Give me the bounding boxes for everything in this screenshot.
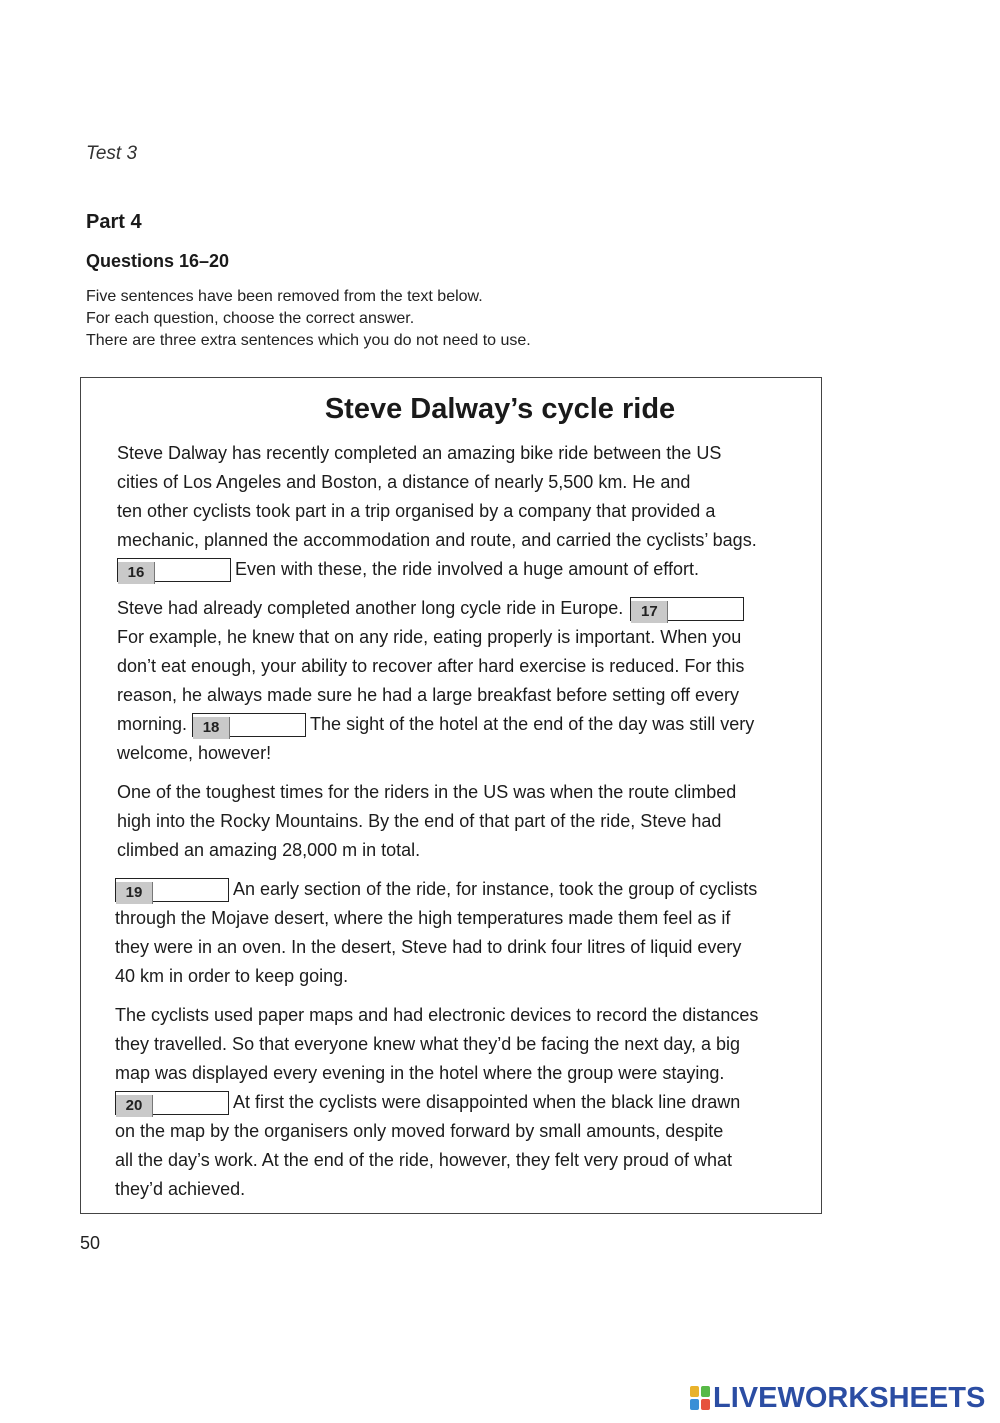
text-line: Steve Dalway has recently completed an amazing bike ride between the US bbox=[117, 443, 722, 463]
instruction-line: For each question, choose the correct answer. bbox=[86, 310, 415, 327]
watermark bbox=[690, 1381, 985, 1415]
text-line: mechanic, planned the accommodation and route, and carried the cyclists’ bags. bbox=[117, 530, 757, 550]
text-line: For example, he knew that on any ride, eating properly is important. When you bbox=[117, 627, 742, 647]
text-line bbox=[117, 712, 754, 736]
text-segment: At first the cyclists were disappointed when the black line drawn bbox=[233, 1092, 741, 1112]
text-line: 40 km in order to keep going. bbox=[115, 966, 349, 986]
gap-18-input[interactable] bbox=[192, 713, 306, 737]
text-segment: An early section of the ride, for instance, took the group of cyclists bbox=[233, 879, 758, 899]
gap-number: 17 bbox=[631, 601, 668, 623]
text-line: they travelled. So that everyone knew what they’d be facing the next day, a big bbox=[115, 1034, 741, 1054]
gap-16-input[interactable] bbox=[117, 558, 231, 582]
text-segment: Even with these, the ride involved a huge amount of effort. bbox=[235, 559, 699, 579]
text-line: they’d achieved. bbox=[115, 1179, 246, 1199]
text-line: One of the toughest times for the riders in the US was when the route climbed bbox=[117, 782, 737, 802]
text-segment: The sight of the hotel at the end of the day was still very bbox=[310, 714, 755, 734]
part-title: Part 4 bbox=[86, 211, 142, 233]
text-line: cities of Los Angeles and Boston, a distance of nearly 5,500 km. He and bbox=[117, 472, 691, 492]
text-line: ten other cyclists took part in a trip organised by a company that provided a bbox=[117, 501, 716, 521]
text-line: through the Mojave desert, where the high temperatures made them feel as if bbox=[115, 908, 731, 928]
text-line: high into the Rocky Mountains. By the end of that part of the ride, Steve had bbox=[117, 811, 722, 831]
text-line: on the map by the organisers only moved forward by small amounts, despite bbox=[115, 1121, 724, 1141]
gap-19-input[interactable] bbox=[115, 878, 229, 902]
text-line: The cyclists used paper maps and had electronic devices to record the distances bbox=[115, 1005, 759, 1025]
text-line bbox=[115, 1090, 740, 1114]
text-line: climbed an amazing 28,000 m in total. bbox=[117, 840, 421, 860]
questions-title: Questions 16–20 bbox=[86, 251, 230, 271]
instructions bbox=[86, 286, 531, 352]
page-number: 50 bbox=[80, 1233, 101, 1253]
text-line: welcome, however! bbox=[117, 743, 272, 763]
text-line: reason, he always made sure he had a large breakfast before setting off every bbox=[117, 685, 740, 705]
gap-17-input[interactable] bbox=[630, 597, 744, 621]
gap-number: 18 bbox=[193, 717, 230, 739]
watermark-text: LIVEWORKSHEETS bbox=[713, 1381, 986, 1414]
liveworksheets-logo-icon bbox=[690, 1386, 710, 1410]
instruction-line: Five sentences have been removed from the text below. bbox=[86, 288, 483, 305]
gap-number: 16 bbox=[118, 562, 155, 584]
article-title: Steve Dalway’s cycle ride bbox=[324, 393, 676, 425]
gap-number: 20 bbox=[116, 1095, 153, 1117]
test-label: Test 3 bbox=[86, 143, 138, 164]
gap-20-input[interactable] bbox=[115, 1091, 229, 1115]
text-line bbox=[117, 557, 699, 581]
text-line bbox=[117, 596, 748, 620]
gap-number: 19 bbox=[116, 882, 153, 904]
text-segment: Steve had already completed another long cycle ride in Europe. bbox=[117, 598, 624, 618]
instruction-line: There are three extra sentences which you do not need to use. bbox=[86, 332, 531, 349]
text-line: map was displayed every evening in the hotel where the group were staying. bbox=[115, 1063, 725, 1083]
text-segment: morning. bbox=[117, 714, 188, 734]
text-line: all the day’s work. At the end of the ride, however, they felt very proud of what bbox=[115, 1150, 733, 1170]
text-line: they were in an oven. In the desert, Steve had to drink four litres of liquid every bbox=[115, 937, 742, 957]
text-line bbox=[115, 877, 757, 901]
text-line: don’t eat enough, your ability to recover after hard exercise is reduced. For this bbox=[117, 656, 745, 676]
